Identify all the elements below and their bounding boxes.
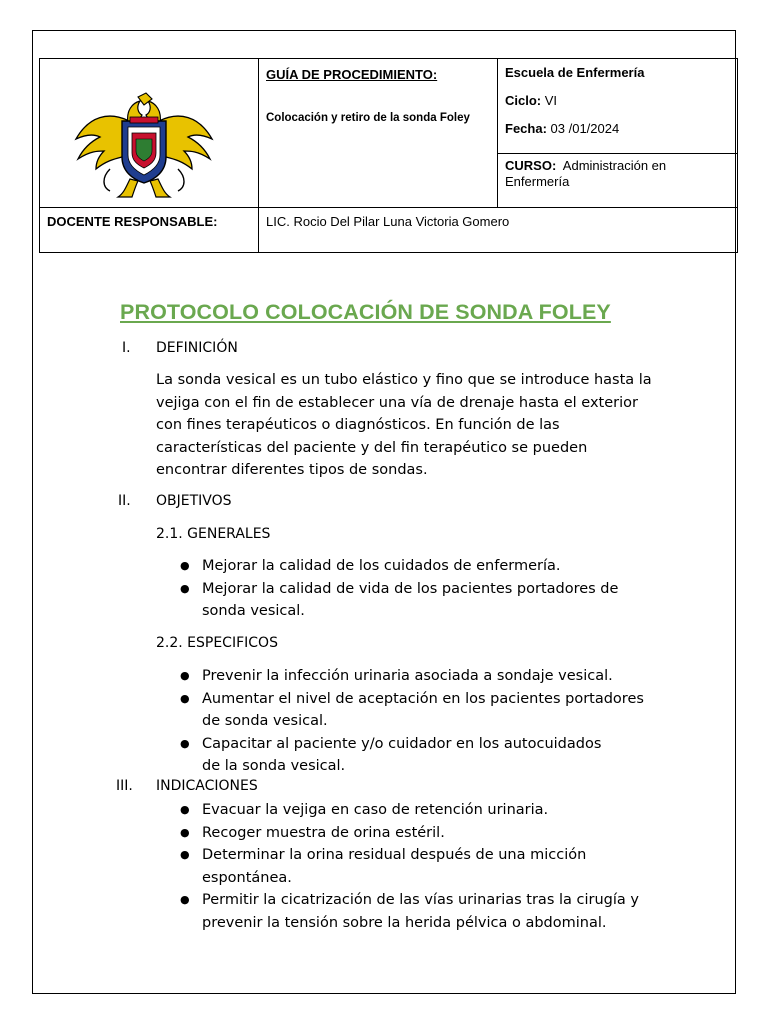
list-item: ● Aumentar el nivel de aceptación en los pacientes portadores de sonda vesical. [156,688,662,733]
subsection-2-2-heading: 2.2. ESPECIFICOS [156,635,278,651]
header-table [39,58,738,253]
section-1-number: I. [122,340,131,356]
guide-subtitle: Colocación y retiro de la sonda Foley [266,112,470,124]
subsection-2-1-heading: 2.1. GENERALES [156,526,271,542]
section-1-heading: DEFINICIÓN [156,340,238,356]
university-crest-logo [74,91,214,203]
school-name: Escuela de Enfermería [505,65,645,80]
procedure-cell [259,59,498,208]
indications-list [156,799,656,934]
list-item: ● Mejorar la calidad de vida de los pacientes portadores de sonda vesical. [156,578,632,623]
cycle-label: Ciclo: [505,93,542,108]
specific-objectives-list [156,665,676,778]
guide-title: GUÍA DE PROCEDIMIENTO: [266,67,438,82]
logo-cell [40,59,259,208]
list-item: ● Recoger muestra de orina estéril. [156,822,656,845]
section-2-heading: OBJETIVOS [156,493,232,509]
course-label: CURSO: [505,157,557,173]
definition-paragraph: La sonda vesical es un tubo elástico y fino que se introduce hasta la vejiga con el fin de establecer una vía de drenaje hasta el exterior con fines terapéuticos o diagnósticos. En función de las características del paciente y del fin terapéutico se pueden encontrar diferentes tipos de sondas. [156,372,652,478]
list-item: ● Capacitar al paciente y/o cuidador en los autocuidados de la sonda vesical. [156,733,622,778]
section-3-heading: INDICACIONES [156,778,258,794]
list-item: ● Mejorar la calidad de los cuidados de enfermería. [156,555,676,578]
list-item: ● Permitir la cicatrización de las vías urinarias tras la cirugía y prevenir la tensión sobre la herida pélvica o abdominal. [156,889,656,934]
date-value: 03 /01/2024 [550,121,620,136]
list-item: ● Evacuar la vejiga en caso de retención urinaria. [156,799,656,822]
general-objectives-list [156,555,676,623]
list-item: ● Determinar la orina residual después de una micción espontánea. [156,844,656,889]
school-info-cell [498,59,738,154]
section-2-number: II. [118,493,131,509]
course-cell [498,153,738,207]
teacher-label: DOCENTE RESPONSABLE: [40,208,259,253]
course-value: Administración en Enfermería [505,157,667,189]
teacher-name: LIC. Rocio Del Pilar Luna Victoria Gomero [259,208,738,253]
page-title: PROTOCOLO COLOCACIÓN DE SONDA FOLEY [120,300,611,324]
date-label: Fecha: [505,121,547,136]
section-3-number: III. [116,778,133,794]
cycle-value: VI [544,93,558,108]
list-item: ● Prevenir la infección urinaria asociada a sondaje vesical. [156,665,676,688]
